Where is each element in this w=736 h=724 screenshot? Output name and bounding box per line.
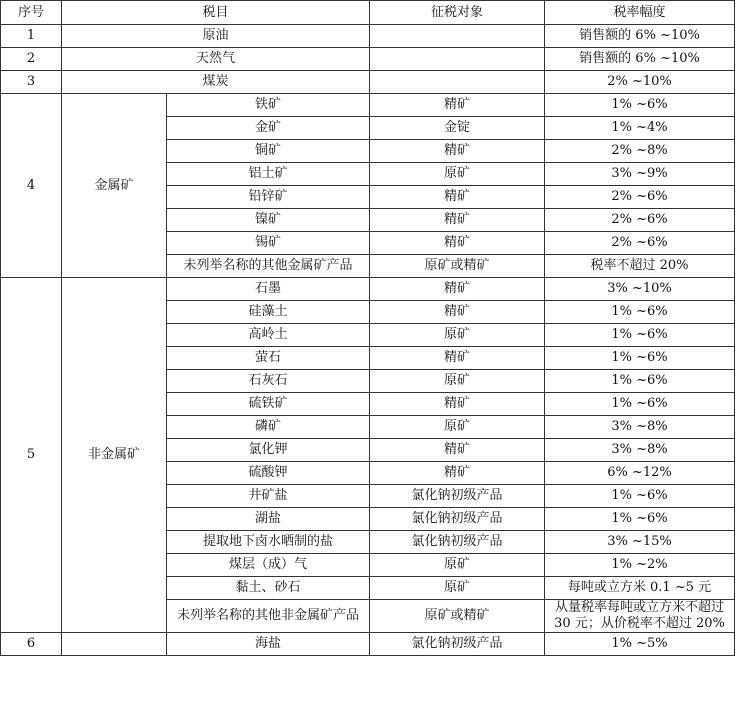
row-item: 锡矿	[167, 232, 370, 255]
row-rate: 销售额的 6% ~10%	[545, 25, 735, 48]
row-item: 金矿	[167, 117, 370, 140]
row-no: 1	[1, 25, 62, 48]
row-rate: 1% ~6%	[545, 301, 735, 324]
row-object: 原矿	[370, 416, 545, 439]
row-object: 原矿	[370, 577, 545, 600]
row-item: 硫酸钾	[167, 462, 370, 485]
row-rate: 3% ~15%	[545, 531, 735, 554]
row-item: 黏土、砂石	[167, 577, 370, 600]
row-item: 磷矿	[167, 416, 370, 439]
row-rate: 1% ~4%	[545, 117, 735, 140]
row-rate: 1% ~6%	[545, 370, 735, 393]
header-no: 序号	[1, 1, 62, 25]
row-item: 镍矿	[167, 209, 370, 232]
row-item: 未列举名称的其他金属矿产品	[167, 255, 370, 278]
row-item: 天然气	[62, 48, 370, 71]
row-object: 氯化钠初级产品	[370, 633, 545, 656]
row-object: 金锭	[370, 117, 545, 140]
row-rate: 1% ~6%	[545, 508, 735, 531]
table-row	[1, 94, 735, 117]
row-object: 精矿	[370, 278, 545, 301]
row-object: 精矿	[370, 209, 545, 232]
row-object: 氯化钠初级产品	[370, 485, 545, 508]
row-object: 原矿	[370, 163, 545, 186]
row-object	[370, 25, 545, 48]
row-rate: 销售额的 6% ~10%	[545, 48, 735, 71]
row-object: 精矿	[370, 462, 545, 485]
row-item: 氯化钾	[167, 439, 370, 462]
row-rate: 3% ~8%	[545, 439, 735, 462]
row-rate: 1% ~6%	[545, 94, 735, 117]
row-item: 硅藻土	[167, 301, 370, 324]
row-object: 精矿	[370, 94, 545, 117]
row-object	[370, 48, 545, 71]
header-row	[1, 1, 735, 25]
row-item: 未列举名称的其他非金属矿产品	[167, 600, 370, 633]
row-rate: 1% ~6%	[545, 347, 735, 370]
row-item: 石墨	[167, 278, 370, 301]
row-rate-multiline	[545, 600, 735, 633]
row-item: 提取地下卤水晒制的盐	[167, 531, 370, 554]
row-rate: 3% ~8%	[545, 416, 735, 439]
row-object: 精矿	[370, 439, 545, 462]
row-object: 精矿	[370, 140, 545, 163]
header-rate: 税率幅度	[545, 1, 735, 25]
row-object	[370, 71, 545, 94]
row-rate: 2% ~6%	[545, 232, 735, 255]
metal-no: 4	[1, 94, 62, 278]
row-object: 精矿	[370, 301, 545, 324]
row-item: 煤层（成）气	[167, 554, 370, 577]
metal-category: 金属矿	[62, 94, 167, 278]
table-row	[1, 25, 735, 48]
table-row	[1, 278, 735, 301]
row-object: 精矿	[370, 347, 545, 370]
row-rate: 1% ~6%	[545, 324, 735, 347]
row-item: 煤炭	[62, 71, 370, 94]
row-rate: 3% ~10%	[545, 278, 735, 301]
row-item: 硫铁矿	[167, 393, 370, 416]
row-object: 精矿	[370, 186, 545, 209]
row-object: 氯化钠初级产品	[370, 531, 545, 554]
row-item: 井矿盐	[167, 485, 370, 508]
row-object: 精矿	[370, 232, 545, 255]
header-item: 税目	[62, 1, 370, 25]
row-item: 石灰石	[167, 370, 370, 393]
row-item: 原油	[62, 25, 370, 48]
row-rate: 1% ~6%	[545, 485, 735, 508]
row-rate: 3% ~9%	[545, 163, 735, 186]
header-object: 征税对象	[370, 1, 545, 25]
row-rate: 1% ~2%	[545, 554, 735, 577]
row-object: 原矿	[370, 324, 545, 347]
table-row	[1, 71, 735, 94]
rate-line-2: 30 元；从价税率不超过 20%	[554, 616, 725, 631]
row-item: 海盐	[167, 633, 370, 656]
row-object: 精矿	[370, 393, 545, 416]
row-item: 铝土矿	[167, 163, 370, 186]
table-row	[1, 633, 735, 656]
row-no: 2	[1, 48, 62, 71]
row-object: 原矿或精矿	[370, 255, 545, 278]
row-rate: 1% ~6%	[545, 393, 735, 416]
row-object: 氯化钠初级产品	[370, 508, 545, 531]
row-item: 铅锌矿	[167, 186, 370, 209]
row-rate: 2% ~8%	[545, 140, 735, 163]
table-row	[1, 48, 735, 71]
row-rate: 税率不超过 20%	[545, 255, 735, 278]
row-item: 高岭土	[167, 324, 370, 347]
nonmetal-category: 非金属矿	[62, 278, 167, 633]
row-object: 原矿	[370, 370, 545, 393]
row-rate: 2% ~6%	[545, 209, 735, 232]
row-item: 铁矿	[167, 94, 370, 117]
row-object: 原矿或精矿	[370, 600, 545, 633]
row-item: 湖盐	[167, 508, 370, 531]
row-rate: 2% ~10%	[545, 71, 735, 94]
row-rate: 6% ~12%	[545, 462, 735, 485]
row-object: 原矿	[370, 554, 545, 577]
row-rate: 每吨或立方米 0.1 ~5 元	[545, 577, 735, 600]
nonmetal-no: 5	[1, 278, 62, 633]
row-no: 3	[1, 71, 62, 94]
rate-line-1: 从量税率每吨或立方米不超过	[555, 600, 725, 615]
row-category-empty	[62, 633, 167, 656]
row-rate: 2% ~6%	[545, 186, 735, 209]
row-rate: 1% ~5%	[545, 633, 735, 656]
row-item: 铜矿	[167, 140, 370, 163]
row-no: 6	[1, 633, 62, 656]
row-item: 萤石	[167, 347, 370, 370]
